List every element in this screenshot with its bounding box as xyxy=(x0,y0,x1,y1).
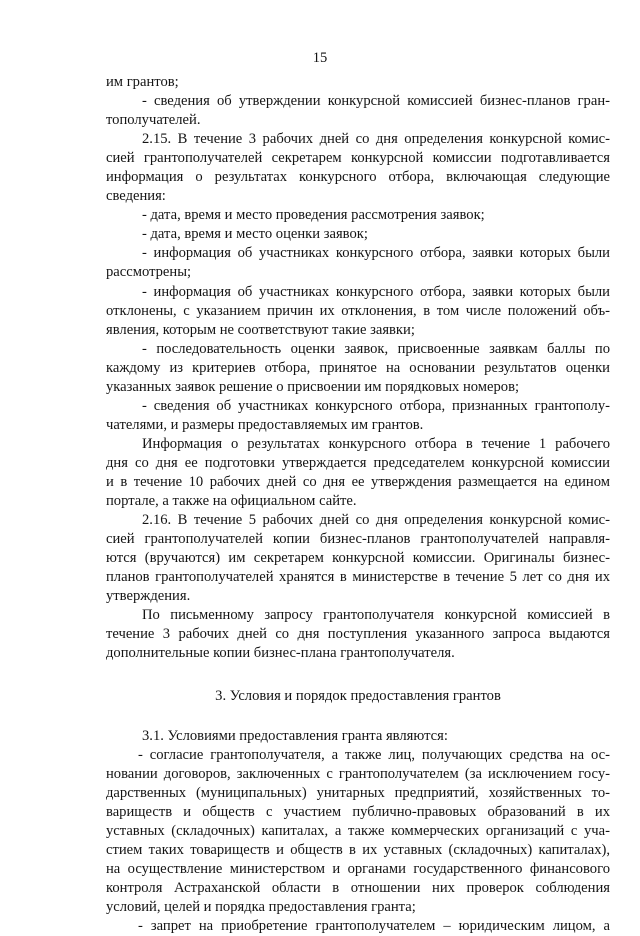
text-line: условий, целей и порядка предоставления гранта; xyxy=(106,898,610,917)
text-line: сией грантополучателей копии бизнес-планов грантополучателей направля- xyxy=(106,530,610,549)
text-line: каждому из критериев отбора, принятое на основании результатов оценки xyxy=(106,359,610,378)
text-line: контроля Астраханской области в отношении них проверок соблюдения xyxy=(106,879,610,898)
text-line: тополучателей. xyxy=(106,111,610,130)
text-line: утверждения. xyxy=(106,587,610,606)
text-line: уставных (складочных) капиталах, а также коммерческих организаций с уча- xyxy=(106,822,610,841)
text-line: сведения: xyxy=(106,187,610,206)
text-line: планов грантополучателей хранятся в министерстве в течение 5 лет со дня их xyxy=(106,568,610,587)
text-line: дарственных (муниципальных) унитарных предприятий, хозяйственных то- xyxy=(106,784,610,803)
text-line: им грантов; xyxy=(106,73,610,92)
text-line: указанных заявок решение о присвоении им порядковых номеров; xyxy=(106,378,610,397)
text-line: 2.16. В течение 5 рабочих дней со дня определения конкурсной комис- xyxy=(106,511,610,530)
text-line: информация о результатах конкурсного отбора, включающая следующие xyxy=(106,168,610,187)
text-line: - согласие грантополучателя, а также лиц, получающих средства на ос- xyxy=(106,746,610,765)
text-line: дня со дня ее подготовки утверждается председателем конкурсной комиссии xyxy=(106,454,610,473)
page-number: 15 xyxy=(0,50,640,67)
text-line: течение 3 рабочих дней со дня поступления указанного запроса выдаются xyxy=(106,625,610,644)
text-line: - информация об участниках конкурсного отбора, заявки которых были xyxy=(106,244,610,263)
text-line: По письменному запросу грантополучателя конкурсной комиссией в xyxy=(106,606,610,625)
text-line: стием таких товариществ и обществ в их уставных (складочных) капиталах), xyxy=(106,841,610,860)
text-line: - сведения об утверждении конкурсной комиссией бизнес-планов гран- xyxy=(106,92,610,111)
text-line: новании договоров, заключенных с грантополучателем (за исключением госу- xyxy=(106,765,610,784)
text-line: - дата, время и место оценки заявок; xyxy=(106,225,610,244)
section-heading: 3. Условия и порядок предоставления грантов xyxy=(106,687,610,706)
text-line: на осуществление министерством и органами государственного финансового xyxy=(106,860,610,879)
text-line: - дата, время и место проведения рассмотрения заявок; xyxy=(106,206,610,225)
text-line: сией грантополучателей секретарем конкурсной комиссии подготавливается xyxy=(106,149,610,168)
text-line: вариществ и обществ с участием публично-правовых образований в их xyxy=(106,803,610,822)
text-line: и в течение 10 рабочих дней со дня ее утверждения размещается на едином xyxy=(106,473,610,492)
text-line: отклонены, с указанием причин их отклонения, в том числе положений объ- xyxy=(106,302,610,321)
text-line: - сведения об участниках конкурсного отбора, признанных грантополу- xyxy=(106,397,610,416)
text-line: 3.1. Условиями предоставления гранта являются: xyxy=(106,727,610,746)
text-line: - информация об участниках конкурсного отбора, заявки которых были xyxy=(106,283,610,302)
text-line: рассмотрены; xyxy=(106,263,610,282)
text-line: портале, а также на официальном сайте. xyxy=(106,492,610,511)
paragraphs-before-heading xyxy=(106,73,610,663)
document-body xyxy=(106,73,610,936)
text-line: дополнительные копии бизнес-плана грантополучателя. xyxy=(106,644,610,663)
text-line: явления, которым не соответствуют такие заявки; xyxy=(106,321,610,340)
text-line: 2.15. В течение 3 рабочих дней со дня определения конкурсной комис- xyxy=(106,130,610,149)
text-line: - запрет на приобретение грантополучателем – юридическим лицом, а xyxy=(106,917,610,936)
text-line: чателями, и размеры предоставляемых им грантов. xyxy=(106,416,610,435)
text-line: - последовательность оценки заявок, присвоенные заявкам баллы по xyxy=(106,340,610,359)
text-line: Информация о результатах конкурсного отбора в течение 1 рабочего xyxy=(106,435,610,454)
text-line: ются (вручаются) им секретарем конкурсной комиссии. Оригиналы бизнес- xyxy=(106,549,610,568)
